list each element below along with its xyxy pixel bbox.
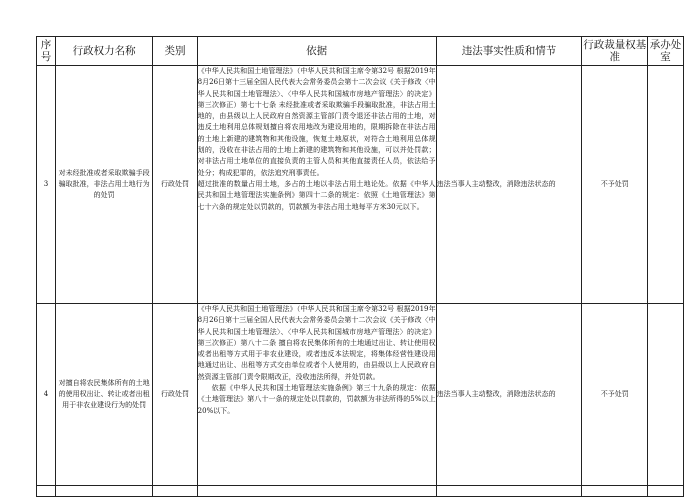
category: 行政处罚 <box>153 66 197 304</box>
discretion-standard: 不予处罚 <box>582 304 648 486</box>
penalty-table <box>36 36 684 497</box>
row-no: 3 <box>37 66 56 304</box>
legal-basis <box>197 304 436 486</box>
row-no: 4 <box>37 304 56 486</box>
basis-paragraph: 《中华人民共和国土地管理法》（中华人民共和国主席令第32号 根据2019年8月26日第十三届全国人民代表大会常务委员会第十二次会议《关于修改〈中华人民共和国土地管理法〉、〈中华人民共和国城市房地产管理法〉的决定》第三次修正）第七十七条 未经批准或者采取欺骗手段骗取批准，非法占用土地的，由县级以上人民政府自然资源主管部门责令退还非法占用的土地，对违反土地利用总体规划擅自将农用地改为建设用地的，限期拆除在非法占用的土地上新建的建筑物和其他设施，恢复土地原状，对符合土地利用总体规划的，没收在非法占用的土地上新建的建筑物和其他设施，可以并处罚款；对非法占用土地单位的直接负责的主管人员和其他直接责任人员，依法给予处分；构成犯罪的，依法追究刑事责任。 <box>197 67 436 177</box>
header-standard: 行政裁量权基准 <box>582 37 648 66</box>
empty-cell <box>37 486 56 497</box>
category: 行政处罚 <box>153 304 197 486</box>
handling-dept <box>648 304 684 486</box>
table-row <box>37 66 684 304</box>
empty-cell <box>436 486 582 497</box>
header-category: 类别 <box>153 37 197 66</box>
handling-dept <box>648 66 684 304</box>
header-dept: 承办处室 <box>648 37 684 66</box>
header-facts: 违法事实性质和情节 <box>436 37 582 66</box>
empty-cell <box>648 486 684 497</box>
violation-facts: 违法当事人主动整改，消除违法状态的 <box>436 66 582 304</box>
header-basis: 依据 <box>197 37 436 66</box>
power-name: 对擅自将农民集体所有的土地的使用权出让、转让或者出租用于非农业建设行为的处罚 <box>56 304 153 486</box>
table-row-continuation <box>37 486 684 497</box>
basis-paragraph: 超过批准的数量占用土地，多占的土地以非法占用土地论处。依据《中华人民共和国土地管理法实施条例》第四十二条的规定：依照《土地管理法》第七十六条的规定处以罚款的，罚款额为非法占用土地每平方米30元以下。 <box>197 179 436 211</box>
discretion-standard: 不予处罚 <box>582 66 648 304</box>
header-name: 行政权力名称 <box>56 37 153 66</box>
power-name: 对未经批准或者采取欺骗手段骗取批准，非法占用土地行为的处罚 <box>56 66 153 304</box>
empty-cell <box>582 486 648 497</box>
header-no: 序号 <box>37 37 56 66</box>
empty-cell <box>56 486 153 497</box>
violation-facts: 违法当事人主动整改，消除违法状态的 <box>436 304 582 486</box>
basis-paragraph: 依据《中华人民共和国土地管理法实施条例》第三十九条的规定：依据《土地管理法》第八十一条的规定处以罚款的，罚款额为非法所得的5%以上20%以下。 <box>197 384 436 415</box>
table-header-row <box>37 37 684 66</box>
table-row <box>37 304 684 486</box>
basis-paragraph: 《中华人民共和国土地管理法》（中华人民共和国主席令第32号 根据2019年8月26日第十三届全国人民代表大会常务委员会第十二次会议《关于修改〈中华人民共和国土地管理法〉、〈中华人民共和国城市房地产管理法〉的决定》第三次修正）第八十二条 擅自将农民集体所有的土地通过出让、转让使用权或者出租等方式用于非农业建设，或者违反本法规定，将集体经营性建设用地通过出让、出租等方式交由单位或者个人使用的，由县级以上人民政府自然资源主管部门责令限期改正，没收违法所得，并处罚款。 <box>197 305 436 381</box>
empty-cell <box>197 486 436 497</box>
empty-cell <box>153 486 197 497</box>
legal-basis <box>197 66 436 304</box>
